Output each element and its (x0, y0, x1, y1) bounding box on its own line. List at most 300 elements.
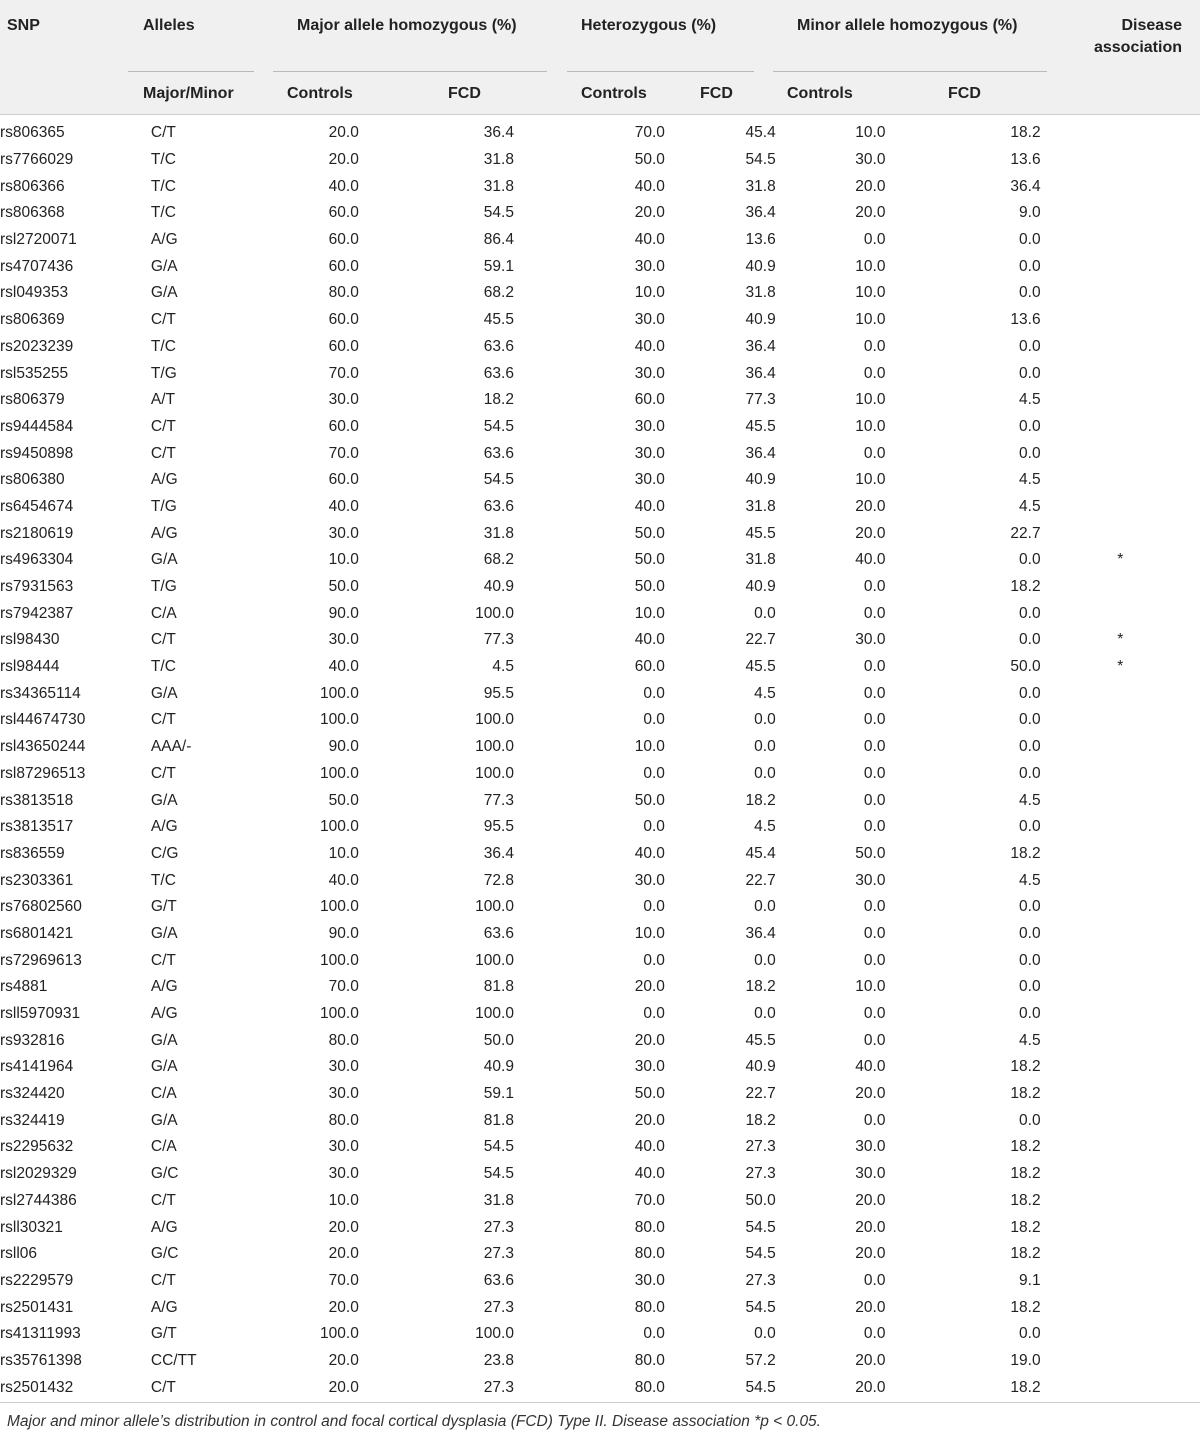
minor-fcd-cell: 0.0 (1019, 444, 1041, 462)
major-controls-cell: 70.0 (328, 364, 359, 382)
het-controls-cell: 40.0 (634, 844, 665, 862)
snp-cell: rsl049353 (0, 284, 69, 302)
snp-cell: rs4707436 (0, 257, 74, 275)
major-controls-cell: 30.0 (328, 1058, 359, 1076)
het-controls-cell: 0.0 (643, 684, 665, 702)
header-bottom-rule (0, 114, 1200, 115)
snp-cell: rs41311993 (0, 1325, 81, 1343)
het-fcd-cell: 54.5 (745, 151, 776, 169)
subheader-het-controls: Controls (581, 85, 647, 102)
het-controls-cell: 10.0 (634, 738, 665, 756)
major-hom-underline (273, 71, 547, 72)
snp-cell: rs9450898 (0, 444, 74, 462)
subheader-minor-controls: Controls (787, 85, 853, 102)
major-controls-cell: 100.0 (320, 818, 359, 836)
het-fcd-cell: 22.7 (745, 1085, 776, 1103)
minor-controls-cell: 0.0 (863, 231, 886, 249)
minor-controls-cell: 0.0 (863, 1111, 886, 1129)
het-controls-cell: 50.0 (634, 1085, 665, 1103)
minor-controls-cell: 0.0 (863, 764, 886, 782)
major-controls-cell: 70.0 (328, 444, 359, 462)
het-controls-cell: 50.0 (634, 791, 665, 809)
major-fcd-cell: 95.5 (483, 818, 514, 836)
header-minor-allele-homozygous: Minor allele homozygous (%) (797, 17, 1018, 34)
table-row (0, 654, 1200, 681)
minor-controls-cell: 0.0 (863, 818, 886, 836)
minor-fcd-cell: 0.0 (1019, 1005, 1041, 1023)
snp-cell: rs4963304 (0, 551, 74, 569)
snp-cell: rs806368 (0, 204, 65, 222)
alleles-cell: T/C (150, 204, 176, 222)
disease-association-cell (1041, 574, 1200, 601)
minor-fcd-cell: 4.5 (1019, 497, 1041, 515)
major-fcd-cell: 77.3 (483, 791, 514, 809)
het-controls-cell: 40.0 (634, 1165, 665, 1183)
het-controls-cell: 10.0 (634, 284, 665, 302)
table-row (0, 200, 1200, 227)
snp-cell: rs4881 (0, 978, 48, 996)
minor-fcd-cell: 18.2 (1010, 1245, 1041, 1263)
het-controls-cell: 60.0 (634, 658, 665, 676)
snp-cell: rs72969613 (0, 951, 82, 969)
disease-association-cell (1041, 334, 1200, 361)
snp-cell: rs324420 (0, 1085, 65, 1103)
minor-fcd-cell: 0.0 (1019, 284, 1041, 302)
het-controls-cell: 0.0 (643, 898, 665, 916)
subheader-het-fcd: FCD (700, 85, 733, 102)
table-row (0, 707, 1200, 734)
het-controls-cell: 30.0 (634, 311, 665, 329)
minor-fcd-cell: 18.2 (1010, 1085, 1041, 1103)
header-disease-line2: association (1093, 39, 1182, 56)
alleles-cell: G/A (150, 684, 178, 702)
major-controls-cell: 20.0 (328, 151, 359, 169)
snp-cell: rs2229579 (0, 1271, 74, 1289)
major-fcd-cell: 68.2 (483, 551, 514, 569)
major-fcd-cell: 27.3 (483, 1245, 514, 1263)
major-controls-cell: 30.0 (328, 1085, 359, 1103)
minor-controls-cell: 20.0 (855, 1218, 886, 1236)
subheader-major-fcd: FCD (448, 85, 481, 102)
major-fcd-cell: 63.6 (483, 364, 514, 382)
major-fcd-cell: 27.3 (483, 1378, 514, 1396)
minor-controls-cell: 30.0 (855, 631, 886, 649)
snp-cell: rs932816 (0, 1031, 65, 1049)
het-fcd-cell: 0.0 (754, 1325, 776, 1343)
disease-association-cell (1041, 947, 1200, 974)
major-fcd-cell: 63.6 (483, 497, 514, 515)
minor-controls-cell: 30.0 (855, 1165, 886, 1183)
disease-association-cell (1041, 1001, 1200, 1028)
disease-association-cell (1041, 280, 1200, 307)
major-controls-cell: 100.0 (320, 1325, 359, 1343)
disease-association-cell (1041, 1027, 1200, 1054)
major-fcd-cell: 54.5 (483, 204, 514, 222)
het-fcd-cell: 45.5 (745, 417, 776, 435)
major-controls-cell: 60.0 (328, 471, 359, 489)
minor-controls-cell: 0.0 (863, 898, 886, 916)
alleles-cell: G/A (150, 1031, 178, 1049)
snp-cell: rs7766029 (0, 151, 74, 169)
het-fcd-cell: 50.0 (745, 1191, 776, 1209)
disease-association-cell (1041, 734, 1200, 761)
major-fcd-cell: 4.5 (492, 658, 514, 676)
het-controls-cell: 50.0 (634, 524, 665, 542)
major-controls-cell: 60.0 (328, 337, 359, 355)
table-row (0, 120, 1200, 147)
minor-fcd-cell: 13.6 (1010, 151, 1041, 169)
major-fcd-cell: 18.2 (483, 391, 514, 409)
het-controls-cell: 30.0 (634, 417, 665, 435)
snp-cell: rs76802560 (0, 898, 82, 916)
table-row (0, 440, 1200, 467)
minor-fcd-cell: 0.0 (1019, 738, 1041, 756)
alleles-cell: C/T (150, 124, 176, 142)
major-controls-cell: 10.0 (328, 844, 359, 862)
disease-association-cell (1041, 520, 1200, 547)
het-fcd-cell: 0.0 (754, 1005, 776, 1023)
minor-fcd-cell: 18.2 (1010, 844, 1041, 862)
minor-fcd-cell: 18.2 (1010, 1191, 1041, 1209)
disease-association-cell (1041, 867, 1200, 894)
table-row (0, 467, 1200, 494)
het-fcd-cell: 4.5 (754, 818, 776, 836)
alleles-cell: A/G (150, 818, 178, 836)
het-fcd-cell: 31.8 (745, 551, 776, 569)
alleles-cell: G/A (150, 1111, 178, 1129)
snp-cell: rs2180619 (0, 524, 74, 542)
major-fcd-cell: 27.3 (483, 1218, 514, 1236)
minor-fcd-cell: 0.0 (1019, 898, 1041, 916)
het-controls-cell: 10.0 (634, 924, 665, 942)
het-controls-cell: 30.0 (634, 871, 665, 889)
disease-association-cell (1041, 440, 1200, 467)
het-controls-cell: 30.0 (634, 257, 665, 275)
major-fcd-cell: 81.8 (483, 978, 514, 996)
alleles-cell: T/C (150, 871, 176, 889)
table-row (0, 947, 1200, 974)
alleles-cell: A/G (150, 231, 178, 249)
table-row (0, 494, 1200, 521)
het-fcd-cell: 40.9 (745, 578, 776, 596)
table-row (0, 360, 1200, 387)
het-fcd-cell: 0.0 (754, 898, 776, 916)
het-controls-cell: 40.0 (634, 337, 665, 355)
minor-controls-cell: 50.0 (855, 844, 886, 862)
alleles-cell: A/T (150, 391, 176, 409)
major-fcd-cell: 77.3 (483, 631, 514, 649)
disease-association-cell (1041, 1268, 1200, 1295)
het-controls-cell: 40.0 (634, 177, 665, 195)
disease-association-cell (1041, 387, 1200, 414)
disease-association-cell (1041, 1321, 1200, 1348)
table-row (0, 1374, 1200, 1401)
minor-fcd-cell: 0.0 (1019, 684, 1041, 702)
major-controls-cell: 20.0 (328, 1351, 359, 1369)
het-fcd-cell: 36.4 (745, 204, 776, 222)
minor-fcd-cell: 0.0 (1019, 978, 1041, 996)
major-fcd-cell: 100.0 (475, 898, 514, 916)
minor-controls-cell: 10.0 (855, 978, 886, 996)
minor-fcd-cell: 18.2 (1010, 1298, 1041, 1316)
het-controls-cell: 50.0 (634, 551, 665, 569)
major-controls-cell: 90.0 (328, 924, 359, 942)
disease-association-cell (1041, 894, 1200, 921)
het-fcd-cell: 36.4 (745, 444, 776, 462)
major-fcd-cell: 100.0 (475, 711, 514, 729)
het-controls-cell: 80.0 (634, 1245, 665, 1263)
minor-controls-cell: 20.0 (855, 1245, 886, 1263)
het-fcd-cell: 18.2 (745, 978, 776, 996)
het-fcd-cell: 31.8 (745, 497, 776, 515)
disease-association-cell (1041, 841, 1200, 868)
minor-fcd-cell: 9.1 (1019, 1271, 1041, 1289)
disease-association-cell (1041, 227, 1200, 254)
alleles-cell: A/G (150, 1298, 178, 1316)
disease-association-cell (1041, 494, 1200, 521)
disease-association-cell (1041, 600, 1200, 627)
minor-controls-cell: 30.0 (855, 151, 886, 169)
het-fcd-cell: 45.4 (745, 844, 776, 862)
snp-cell: rs806365 (0, 124, 65, 142)
minor-hom-underline (773, 71, 1047, 72)
alleles-cell: AAA/- (150, 738, 192, 756)
snp-cell: rsll5970931 (0, 1005, 81, 1023)
snp-cell: rs9444584 (0, 417, 74, 435)
major-fcd-cell: 31.8 (483, 1191, 514, 1209)
table-row (0, 1188, 1200, 1215)
table-row (0, 1348, 1200, 1375)
table-row (0, 1214, 1200, 1241)
major-fcd-cell: 81.8 (483, 1111, 514, 1129)
minor-fcd-cell: 0.0 (1019, 337, 1041, 355)
minor-controls-cell: 20.0 (855, 1191, 886, 1209)
minor-fcd-cell: 18.2 (1010, 1058, 1041, 1076)
snp-cell: rs324419 (0, 1111, 65, 1129)
table-row (0, 1107, 1200, 1134)
minor-controls-cell: 10.0 (855, 284, 886, 302)
minor-fcd-cell: 0.0 (1019, 764, 1041, 782)
snp-cell: rs2501432 (0, 1378, 74, 1396)
subheader-minor-fcd: FCD (948, 85, 981, 102)
table-row (0, 253, 1200, 280)
alleles-cell: C/T (150, 951, 176, 969)
table-bottom-rule (0, 1402, 1200, 1403)
minor-fcd-cell: 0.0 (1019, 231, 1041, 249)
snp-cell: rs7942387 (0, 604, 74, 622)
minor-fcd-cell: 22.7 (1010, 524, 1041, 542)
alleles-cell: G/A (150, 791, 178, 809)
disease-association-cell (1041, 147, 1200, 174)
minor-controls-cell: 10.0 (855, 391, 886, 409)
major-controls-cell: 60.0 (328, 231, 359, 249)
major-fcd-cell: 100.0 (475, 604, 514, 622)
major-fcd-cell: 100.0 (475, 951, 514, 969)
minor-fcd-cell: 0.0 (1019, 818, 1041, 836)
header-snp: SNP (7, 17, 40, 34)
minor-controls-cell: 30.0 (855, 1138, 886, 1156)
snp-cell: rsll30321 (0, 1218, 63, 1236)
het-fcd-cell: 18.2 (745, 1111, 776, 1129)
het-controls-cell: 40.0 (634, 1138, 665, 1156)
minor-controls-cell: 10.0 (855, 471, 886, 489)
disease-association-cell (1041, 1348, 1200, 1375)
minor-fcd-cell: 18.2 (1010, 1378, 1041, 1396)
het-controls-cell: 0.0 (643, 951, 665, 969)
het-fcd-cell: 13.6 (745, 231, 776, 249)
minor-fcd-cell: 4.5 (1019, 791, 1041, 809)
disease-association-cell (1041, 814, 1200, 841)
table-row (0, 1001, 1200, 1028)
major-fcd-cell: 45.5 (483, 311, 514, 329)
het-fcd-cell: 40.9 (745, 471, 776, 489)
het-controls-cell: 0.0 (643, 1325, 665, 1343)
major-controls-cell: 40.0 (328, 497, 359, 515)
minor-controls-cell: 0.0 (863, 658, 886, 676)
major-fcd-cell: 54.5 (483, 1138, 514, 1156)
het-controls-cell: 0.0 (643, 1005, 665, 1023)
het-controls-cell: 30.0 (634, 364, 665, 382)
major-controls-cell: 40.0 (328, 658, 359, 676)
table-row (0, 387, 1200, 414)
table-row (0, 1161, 1200, 1188)
alleles-cell: C/A (150, 1085, 177, 1103)
major-controls-cell: 30.0 (328, 524, 359, 542)
minor-fcd-cell: 18.2 (1010, 1218, 1041, 1236)
major-fcd-cell: 36.4 (483, 844, 514, 862)
disease-association-cell (1041, 1214, 1200, 1241)
minor-fcd-cell: 18.2 (1010, 124, 1041, 142)
snp-cell: rs2023239 (0, 337, 74, 355)
het-fcd-cell: 0.0 (754, 738, 776, 756)
het-fcd-cell: 0.0 (754, 711, 776, 729)
het-controls-cell: 30.0 (634, 444, 665, 462)
minor-fcd-cell: 4.5 (1019, 391, 1041, 409)
alleles-cell: G/A (150, 551, 178, 569)
minor-controls-cell: 0.0 (863, 791, 886, 809)
alleles-cell: A/G (150, 978, 178, 996)
minor-fcd-cell: 4.5 (1019, 871, 1041, 889)
major-fcd-cell: 63.6 (483, 924, 514, 942)
snp-cell: rs3813518 (0, 791, 74, 809)
major-fcd-cell: 54.5 (483, 1165, 514, 1183)
major-controls-cell: 60.0 (328, 311, 359, 329)
het-controls-cell: 70.0 (634, 124, 665, 142)
major-fcd-cell: 23.8 (483, 1351, 514, 1369)
alleles-cell: T/G (150, 497, 177, 515)
het-fcd-cell: 54.5 (745, 1298, 776, 1316)
major-fcd-cell: 95.5 (483, 684, 514, 702)
minor-controls-cell: 20.0 (855, 497, 886, 515)
minor-controls-cell: 20.0 (855, 1085, 886, 1103)
het-controls-cell: 80.0 (634, 1378, 665, 1396)
het-controls-cell: 0.0 (643, 818, 665, 836)
disease-association-cell (1041, 253, 1200, 280)
table-row (0, 1134, 1200, 1161)
minor-fcd-cell: 36.4 (1010, 177, 1041, 195)
minor-fcd-cell: 0.0 (1019, 951, 1041, 969)
major-controls-cell: 100.0 (320, 951, 359, 969)
snp-cell: rsl2744386 (0, 1191, 77, 1209)
disease-association-cell (1041, 1374, 1200, 1401)
het-fcd-cell: 45.5 (745, 524, 776, 542)
major-controls-cell: 100.0 (320, 898, 359, 916)
alleles-cell: C/T (150, 1191, 176, 1209)
het-controls-cell: 20.0 (634, 204, 665, 222)
alleles-cell: G/A (150, 1058, 178, 1076)
table-row (0, 814, 1200, 841)
header-alleles: Alleles (143, 17, 195, 34)
het-controls-cell: 30.0 (634, 471, 665, 489)
major-controls-cell: 80.0 (328, 284, 359, 302)
disease-association-cell (1041, 1241, 1200, 1268)
alleles-cell: T/C (150, 337, 176, 355)
major-controls-cell: 20.0 (328, 1218, 359, 1236)
het-fcd-cell: 27.3 (745, 1271, 776, 1289)
disease-association-cell (1041, 1081, 1200, 1108)
alleles-cell: C/T (150, 444, 176, 462)
major-controls-cell: 60.0 (328, 257, 359, 275)
major-fcd-cell: 36.4 (483, 124, 514, 142)
major-fcd-cell: 86.4 (483, 231, 514, 249)
major-controls-cell: 50.0 (328, 578, 359, 596)
minor-fcd-cell: 0.0 (1019, 551, 1041, 569)
het-controls-cell: 0.0 (643, 764, 665, 782)
alleles-cell: T/G (150, 364, 177, 382)
minor-controls-cell: 20.0 (855, 1378, 886, 1396)
minor-controls-cell: 20.0 (855, 1298, 886, 1316)
snp-cell: rsl2720071 (0, 231, 77, 249)
snp-cell: rs806366 (0, 177, 65, 195)
major-controls-cell: 50.0 (328, 791, 359, 809)
major-controls-cell: 100.0 (320, 764, 359, 782)
major-fcd-cell: 68.2 (483, 284, 514, 302)
disease-association-cell: * (1117, 631, 1124, 649)
major-controls-cell: 90.0 (328, 738, 359, 756)
het-controls-cell: 40.0 (634, 631, 665, 649)
alleles-underline (128, 71, 254, 72)
disease-association-cell (1041, 761, 1200, 788)
major-fcd-cell: 59.1 (483, 1085, 514, 1103)
major-fcd-cell: 31.8 (483, 177, 514, 195)
minor-fcd-cell: 0.0 (1019, 364, 1041, 382)
table-row (0, 841, 1200, 868)
het-fcd-cell: 31.8 (745, 284, 776, 302)
alleles-cell: C/A (150, 1138, 177, 1156)
table-row (0, 1241, 1200, 1268)
major-controls-cell: 40.0 (328, 177, 359, 195)
subheader-major-controls: Controls (287, 85, 353, 102)
snp-cell: rs836559 (0, 844, 65, 862)
het-fcd-cell: 0.0 (754, 951, 776, 969)
table-row (0, 921, 1200, 948)
minor-controls-cell: 10.0 (855, 124, 886, 142)
minor-controls-cell: 10.0 (855, 311, 886, 329)
het-fcd-cell: 22.7 (745, 631, 776, 649)
major-controls-cell: 10.0 (328, 551, 359, 569)
minor-fcd-cell: 9.0 (1019, 204, 1041, 222)
table-row (0, 894, 1200, 921)
disease-association-cell (1041, 173, 1200, 200)
disease-association-cell (1041, 1134, 1200, 1161)
het-controls-cell: 0.0 (643, 711, 665, 729)
het-controls-cell: 30.0 (634, 1058, 665, 1076)
het-fcd-cell: 40.9 (745, 1058, 776, 1076)
het-controls-cell: 40.0 (634, 497, 665, 515)
minor-controls-cell: 0.0 (863, 604, 886, 622)
snp-cell: rs35761398 (0, 1351, 82, 1369)
snp-cell: rs4141964 (0, 1058, 74, 1076)
